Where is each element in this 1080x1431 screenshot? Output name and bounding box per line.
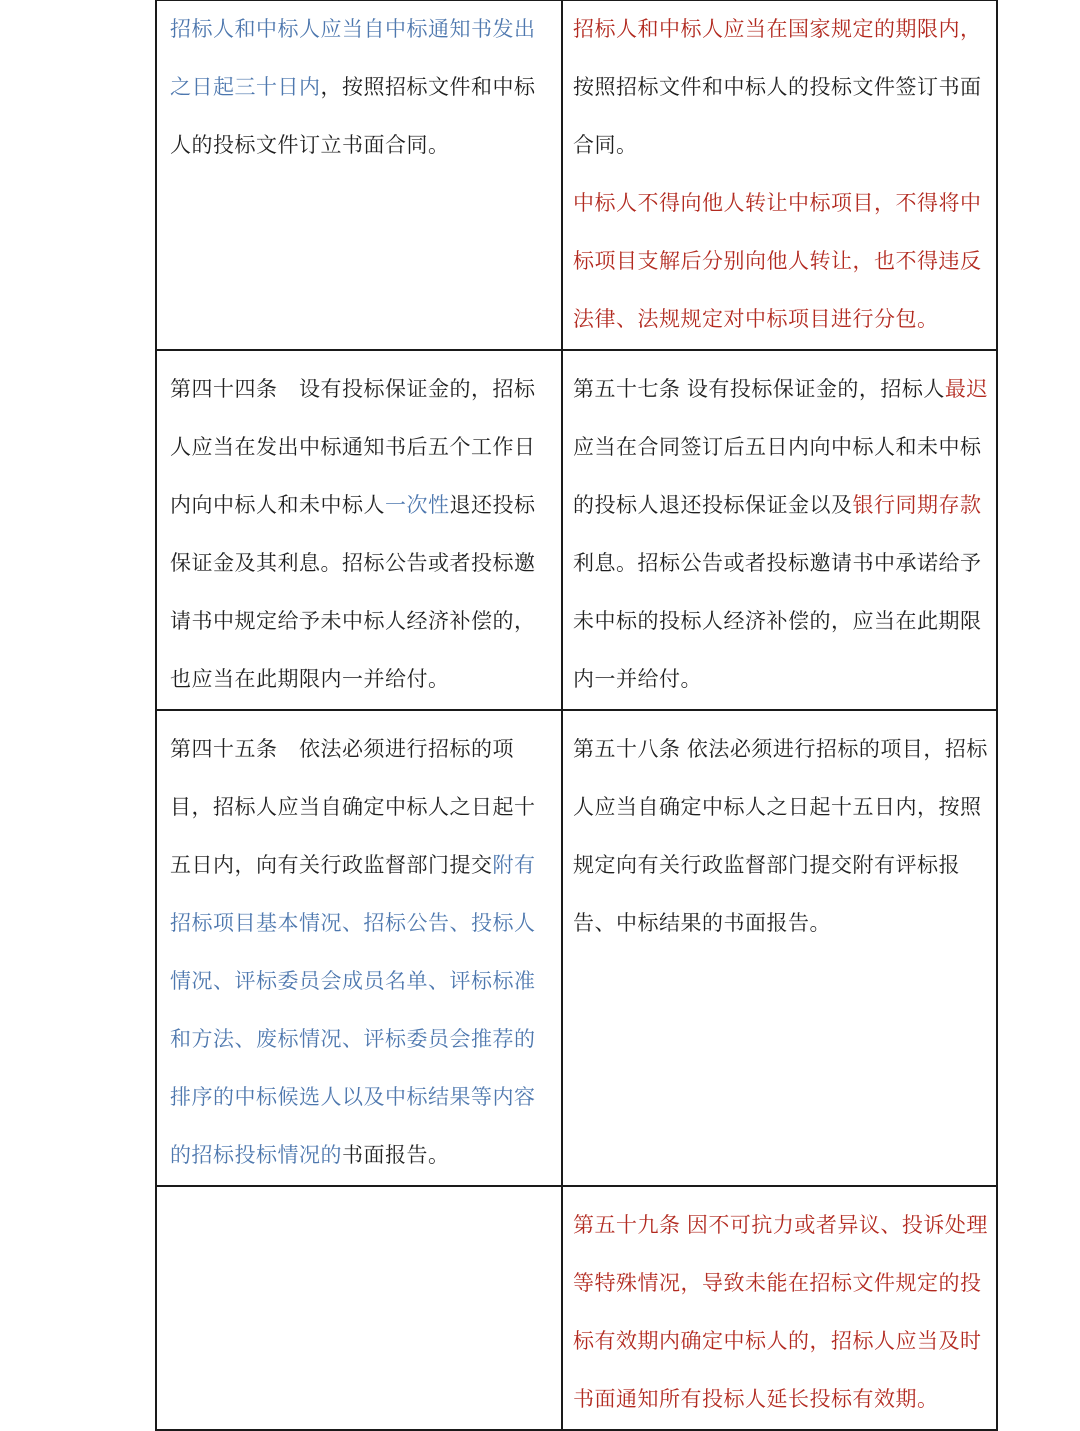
paragraph	[573, 721, 988, 953]
text-segment: 利息。招标公告或者投标邀请书中承诺给予未中标的投标人经济补偿的，应当在此期限内一并给付。	[573, 552, 982, 691]
cell-new-law-contract	[562, 0, 997, 350]
text-segment: 应当在合同签订后五日内向中标人和未中标的投标人退还投标保证金以及	[573, 436, 982, 517]
text-segment: 第五十七条 设有投标保证金的，招标人	[573, 378, 945, 401]
text-segment: 招标人和中标人应当自中标通知书发出之日起三十日内	[170, 18, 536, 99]
text-segment: 第四十四条 设有投标保证金的，招标人应当在发出中标通知书后五个工作日内向中标人和未中标人	[170, 378, 536, 517]
paragraph	[573, 175, 988, 349]
text-segment: 一次性	[385, 494, 450, 517]
paragraph	[170, 1, 553, 175]
text-segment: 第五十九条 因不可抗力或者异议、投诉处理等特殊情况，导致未能在招标文件规定的投标有效期内确定中标人的，招标人应当及时书面通知所有投标人延长投标有效期。	[573, 1214, 988, 1411]
text-segment: 书面报告。	[342, 1144, 450, 1167]
cell-article-44	[156, 350, 562, 710]
text-segment: 退还投标保证金及其利息。招标公告或者投标邀请书中规定给予未中标人经济补偿的，也应当在此期限内一并给付。	[170, 494, 536, 691]
cell-article-45	[156, 710, 562, 1186]
text-segment: 第五十八条 依法必须进行招标的项目，招标人应当自确定中标人之日起十五日内，按照规定向有关行政监督部门提交附有评标报告、中标结果的书面报告。	[573, 738, 988, 935]
text-segment: 银行同期存款	[852, 494, 982, 517]
law-comparison-table	[155, 0, 998, 1431]
text-segment: ，按照招标文件和中标人的投标文件订立书面合同。	[170, 76, 536, 157]
text-segment: 中标人不得向他人转让中标项目，不得将中标项目支解后分别向他人转让，也不得违反法律、法规规定对中标项目进行分包。	[573, 192, 982, 331]
table-row	[156, 710, 997, 1186]
text-segment: 招标人和中标人应当在国家规定的期限内，	[573, 18, 982, 41]
paragraph	[573, 1, 988, 175]
table-row	[156, 350, 997, 710]
table-row	[156, 1186, 997, 1430]
paragraph	[573, 361, 988, 709]
text-segment: 附有招标项目基本情况、招标公告、投标人情况、评标委员会成员名单、评标标准和方法、废标情况、评标委员会推荐的排序的中标候选人以及中标结果等内容的招标投标情况的	[170, 854, 536, 1167]
cell-article-58	[562, 710, 997, 1186]
cell-empty	[156, 1186, 562, 1430]
paragraph	[573, 1197, 988, 1429]
cell-article-57	[562, 350, 997, 710]
text-segment: 第四十五条 依法必须进行招标的项目，招标人应当自确定中标人之日起十五日内，向有关行政监督部门提交	[170, 738, 536, 877]
text-segment: 按照招标文件和中标人的投标文件签订书面合同。	[573, 76, 982, 157]
table-row	[156, 0, 997, 350]
cell-old-law-contract	[156, 0, 562, 350]
cell-article-59	[562, 1186, 997, 1430]
paragraph	[170, 361, 553, 709]
text-segment: 最迟	[944, 378, 988, 401]
paragraph	[170, 721, 553, 1185]
